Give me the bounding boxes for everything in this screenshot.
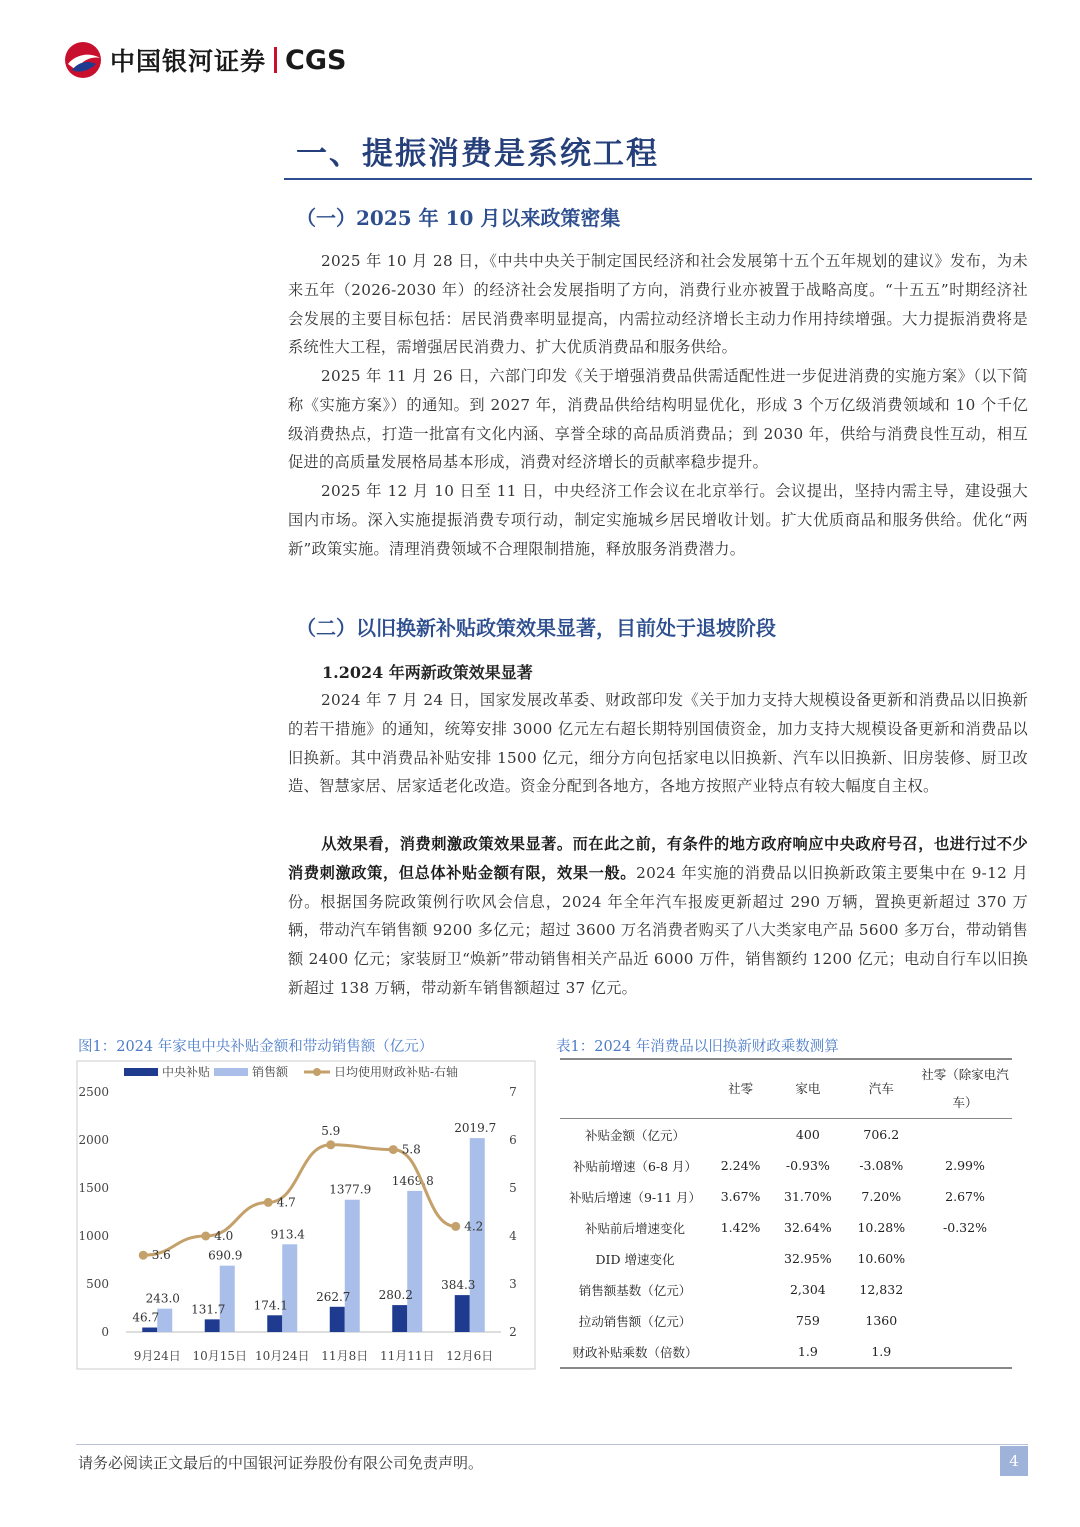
bar-data-label: 131.7 xyxy=(191,1302,226,1317)
multiplier-table xyxy=(560,1058,1016,1369)
bold-lead: 从效果看，消费刺激政策效果显著。而在此之前，有条件的地方政府响应中央政府号召，也进行过不少消费刺激政策，但总体补贴金额有限，效果一般。 xyxy=(288,835,1028,882)
bar-sales xyxy=(407,1191,422,1332)
line-point xyxy=(389,1145,398,1154)
bar-subsidy xyxy=(267,1315,282,1332)
table-cell: 32.64% xyxy=(784,1220,832,1235)
table-cell xyxy=(918,1274,1012,1305)
x-axis-tick: 10月15日 xyxy=(192,1349,248,1363)
table-cell: 1.42% xyxy=(720,1220,761,1235)
bar-data-label: 2019.7 xyxy=(454,1121,497,1136)
page-number: 4 xyxy=(1000,1446,1028,1476)
table-cell: 31.70% xyxy=(784,1189,832,1204)
paragraph-2: 2025 年 11 月 26 日，六部门印发《关于增强消费品供需适配性进一步促进消费的实施方案》（以下简称《实施方案》）的通知。到 2027 年，消费品供给结构明显优化，形成 3 个万亿级消费领域和 10 个千亿级消费热点，打造一批富有文化内涵、享誉全球的高品质消费品；到 2030 年，供给与消费良性互动，相互促进的高质量发展格局基本形成，消费对经济增长的贡献率稳步提升。 xyxy=(288,367,1028,472)
section-title: 一、提振消费是系统工程 xyxy=(296,136,659,172)
header-cell: 社零 xyxy=(728,1081,754,1096)
left-axis-tick: 1500 xyxy=(78,1181,109,1195)
table-cell: 12,832 xyxy=(859,1282,904,1297)
table-cell: 2.24% xyxy=(720,1158,761,1173)
right-axis-tick: 6 xyxy=(509,1133,517,1147)
paragraph-1: 2025 年 10 月 28 日，《中共中央关于制定国民经济和社会发展第十五个五年规划的建议》发布，为未来五年（2026-2030 年）的经济社会发展指明了方向，消费行业亦被置于战略高度。“十五五”时期经济社会发展的主要目标包括：居民消费率明显提高，内需拉动经济增长主动力作用持续增强。大力提振消费将是系统性大工程，需增强居民消费力、扩大优质消费品和服务供给。 xyxy=(288,252,1028,357)
line-point xyxy=(451,1222,460,1231)
header-cell: 社零（除家电汽车） xyxy=(921,1067,1009,1110)
table-cell xyxy=(918,1336,1012,1368)
line-data-label: 4.7 xyxy=(276,1195,296,1210)
footer-disclaimer: 请务必阅读正文最后的中国银河证券股份有限公司免责声明。 xyxy=(78,1454,484,1472)
right-axis-tick: 2 xyxy=(509,1325,517,1339)
table-cell: -0.32% xyxy=(943,1220,987,1235)
bar-data-label: 1377.9 xyxy=(329,1182,372,1197)
brand-name-cn: 中国银河证券 xyxy=(110,47,267,76)
legend-marker xyxy=(313,1068,321,1076)
table-cell: 706.2 xyxy=(863,1127,900,1142)
legend-swatch xyxy=(124,1068,158,1076)
x-axis-tick: 10月24日 xyxy=(254,1349,310,1363)
combo-chart xyxy=(76,1060,536,1370)
left-axis-tick: 2500 xyxy=(78,1085,109,1099)
table-cell: 2.99% xyxy=(945,1158,985,1173)
bar-sales xyxy=(470,1138,485,1332)
bar-subsidy xyxy=(142,1328,157,1332)
table-row xyxy=(560,1274,1012,1305)
row-label: 补贴后增速（9-11 月） xyxy=(568,1189,702,1205)
row-label: 财政补贴乘数（倍数） xyxy=(572,1344,698,1360)
table-cell: -0.93% xyxy=(785,1158,830,1173)
table-cell: 10.60% xyxy=(857,1251,906,1266)
legend-label: 中央补贴 xyxy=(162,1065,211,1079)
bar-sales xyxy=(220,1266,235,1332)
brand-name-en: CGS xyxy=(285,44,347,76)
bar-data-label: 262.7 xyxy=(316,1289,351,1304)
table-cell: 3.67% xyxy=(720,1189,761,1204)
bar-data-label: 243.0 xyxy=(145,1291,180,1306)
table-cell: 2.67% xyxy=(945,1189,985,1204)
legend-swatch xyxy=(214,1068,248,1076)
bar-data-label: 690.9 xyxy=(208,1248,243,1263)
table-caption: 表1：2024 年消费品以旧换新财政乘数测算 xyxy=(556,1039,839,1055)
left-axis-tick: 0 xyxy=(101,1325,109,1339)
left-axis-tick: 2000 xyxy=(78,1133,109,1147)
table-row xyxy=(560,1119,1012,1151)
x-axis-tick: 11月11日 xyxy=(379,1349,435,1363)
row-label: 销售额基数（亿元） xyxy=(578,1282,692,1298)
legend-label: 日均使用财政补贴-右轴 xyxy=(334,1065,459,1079)
bar-subsidy xyxy=(330,1307,345,1332)
left-axis-tick: 1000 xyxy=(78,1229,109,1243)
footer-divider xyxy=(76,1444,1028,1445)
subsection-title-2: （二）以旧换新补贴政策效果显著，目前处于退坡阶段 xyxy=(296,616,776,640)
right-axis-tick: 5 xyxy=(509,1181,517,1195)
bar-data-label: 913.4 xyxy=(270,1227,305,1242)
brand-separator xyxy=(274,47,277,73)
table-cell: 759 xyxy=(795,1313,820,1328)
table-cell xyxy=(710,1119,771,1151)
table-cell xyxy=(710,1243,771,1274)
paragraph-3: 2025 年 12 月 10 日至 11 日，中央经济工作会议在北京举行。会议提出，坚持内需主导，建设强大国内市场。深入实施提振消费专项行动，制定实施城乡居民增收计划。扩大优质商品和服务供给。优化“两新”政策实施。清理消费领域不合理限制措施，释放服务消费潜力。 xyxy=(288,482,1028,558)
x-axis-tick: 12月6日 xyxy=(446,1349,494,1363)
subsection-title-1: （一）2025 年 10 月以来政策密集 xyxy=(296,206,621,230)
row-label: 补贴前增速（6-8 月） xyxy=(572,1158,698,1174)
bar-subsidy xyxy=(392,1305,407,1332)
right-axis-tick: 4 xyxy=(509,1229,517,1243)
table-row xyxy=(560,1150,1012,1181)
row-label: DID 增速变化 xyxy=(595,1251,675,1267)
table-row xyxy=(560,1181,1012,1212)
table-cell xyxy=(918,1243,1012,1274)
bar-data-label: 46.7 xyxy=(132,1310,160,1325)
header-cell: 汽车 xyxy=(868,1081,894,1096)
line-point xyxy=(264,1198,273,1207)
table-cell: 10.28% xyxy=(857,1220,906,1235)
line-data-label: 4.0 xyxy=(214,1229,234,1243)
bar-sales xyxy=(345,1200,360,1332)
bar-data-label: 280.2 xyxy=(378,1288,413,1303)
chart-svg xyxy=(76,1060,536,1370)
line-point xyxy=(326,1140,335,1149)
right-axis-tick: 7 xyxy=(509,1085,517,1099)
table-row xyxy=(560,1305,1012,1336)
header-cell: 家电 xyxy=(795,1081,821,1096)
cgs-logo-icon xyxy=(62,40,104,80)
x-axis-tick: 9月24日 xyxy=(133,1349,181,1363)
brand-logo xyxy=(62,40,346,80)
table-row xyxy=(560,1243,1012,1274)
row-label: 补贴前后增速变化 xyxy=(584,1220,685,1236)
header-cell xyxy=(560,1059,710,1119)
bar-subsidy xyxy=(455,1295,470,1332)
line-point xyxy=(139,1251,148,1260)
bar-sales xyxy=(282,1244,297,1332)
table-cell: 32.95% xyxy=(784,1251,832,1266)
table-cell xyxy=(710,1305,771,1336)
table-header-row xyxy=(560,1059,1012,1119)
table-cell xyxy=(710,1274,771,1305)
table-cell: 1.9 xyxy=(871,1344,892,1359)
table-cell xyxy=(710,1336,771,1368)
figure-caption: 图1：2024 年家电中央补贴金额和带动销售额（亿元） xyxy=(78,1039,434,1055)
line-point xyxy=(201,1232,210,1241)
bar-data-label: 1469.8 xyxy=(391,1173,434,1188)
table-row xyxy=(560,1336,1012,1368)
line-data-label: 5.9 xyxy=(321,1123,341,1138)
left-axis-tick: 500 xyxy=(86,1277,109,1291)
table-cell: 400 xyxy=(795,1127,820,1142)
table-cell xyxy=(918,1305,1012,1336)
paragraph-5: 从效果看，消费刺激政策效果显著。而在此之前，有条件的地方政府响应中央政府号召，也进行过不少消费刺激政策，但总体补贴金额有限，效果一般。2024 年实施的消费品以旧换新政策主要集中在 9-12 月份。根据国务院政策例行吹风会信息，2024 年全年汽车报废更新超过 290 万辆，置换更新超过 370 万辆，带动汽车销售额 9200 多亿元；超过 3600 万名消费者购买了八大类家电产品 5600 多万台，带动销售额 2400 亿元；家装厨卫“焕新”带动销售相关产品近 6000 万件，销售额约 1200 亿元；电动自行车以旧换新超过 138 万辆，带动新车销售额超过 37 亿元。 xyxy=(288,835,1028,997)
row-label: 拉动销售额（亿元） xyxy=(578,1313,692,1329)
table-row xyxy=(560,1212,1012,1243)
table-cell: 7.20% xyxy=(861,1189,902,1204)
x-axis-tick: 11月8日 xyxy=(321,1349,369,1363)
table-cell: -3.08% xyxy=(859,1158,904,1173)
bar-subsidy xyxy=(205,1319,220,1332)
bar-sales xyxy=(157,1309,172,1332)
line-data-label: 3.6 xyxy=(151,1248,171,1263)
table-cell xyxy=(918,1119,1012,1151)
line-data-label: 4.2 xyxy=(464,1219,484,1234)
table-cell: 2,304 xyxy=(789,1282,826,1297)
paragraph-4: 2024 年 7 月 24 日，国家发展改革委、财政部印发《关于加力支持大规模设备更新和消费品以旧换新的若干措施》的通知，统筹安排 3000 亿元左右超长期特别国债资金，加力支持大规模设备更新和消费品以旧换新。其中消费品补贴安排 1500 亿元，细分方向包括家电以旧换新、汽车以旧换新、旧房装修、厨卫改造、智慧家居、居家适老化改造。资金分配到各地方，各地方按照产业特点有较大幅度自主权。 xyxy=(288,691,1028,796)
legend-label: 销售额 xyxy=(252,1065,289,1079)
bar-data-label: 174.1 xyxy=(253,1298,288,1313)
row-label: 补贴金额（亿元） xyxy=(584,1127,685,1143)
right-axis-tick: 3 xyxy=(509,1277,517,1291)
table-cell: 1360 xyxy=(865,1313,898,1328)
sub-heading: 1.2024 年两新政策效果显著 xyxy=(322,663,533,682)
bar-data-label: 384.3 xyxy=(441,1278,476,1293)
table-cell: 1.9 xyxy=(797,1344,818,1359)
line-data-label: 5.8 xyxy=(401,1142,421,1157)
title-divider xyxy=(284,178,1032,180)
